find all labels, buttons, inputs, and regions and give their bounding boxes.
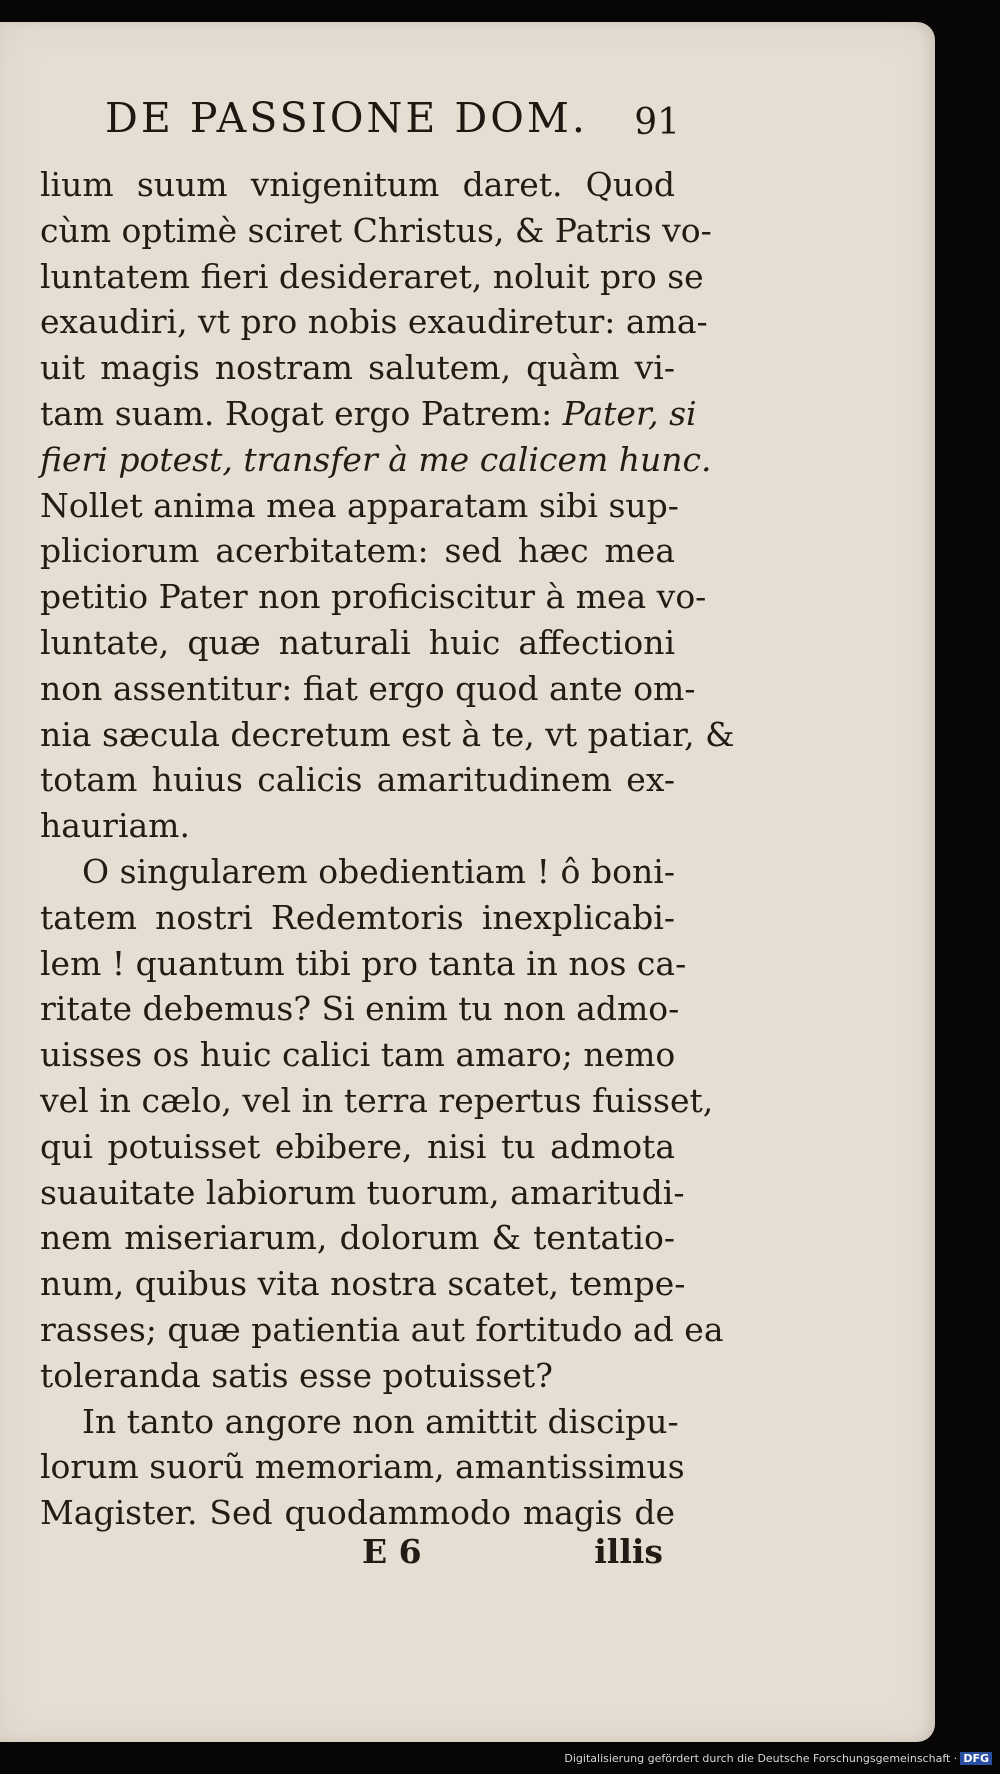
line-text: uit magis nostram salutem, quàm vi- xyxy=(40,348,675,388)
digitization-credit xyxy=(564,1752,992,1768)
line-text: Magister. Sed quodammodo magis de xyxy=(40,1493,675,1533)
text-line xyxy=(40,299,708,345)
line-text: uisses os huic calici tam amaro; nemo xyxy=(40,1035,676,1075)
text-line xyxy=(40,254,704,300)
line-text: In tanto angore non amittit discipu- xyxy=(82,1401,679,1441)
book-page xyxy=(0,22,935,1742)
text-line xyxy=(40,986,680,1032)
page-number: 91 xyxy=(634,102,680,143)
running-head xyxy=(105,94,680,154)
line-text: cùm optimè sciret Christus, & Patris vo- xyxy=(40,210,712,250)
text-line xyxy=(40,712,735,758)
catchline xyxy=(40,1532,675,1578)
text-line xyxy=(40,437,712,483)
body-text xyxy=(40,162,735,1536)
line-text: lium suum vnigenitum daret. Quod xyxy=(40,165,675,204)
text-line xyxy=(40,803,675,849)
line-text: lem ! quantum tibi pro tanta in nos ca- xyxy=(40,943,687,983)
signature-mark: E 6 xyxy=(362,1532,422,1571)
line-text: ritate debemus? Si enim tu non admo- xyxy=(40,989,680,1029)
line-text: qui potuisset ebibere, nisi tu admota xyxy=(40,1126,675,1166)
text-line xyxy=(40,1261,686,1307)
text-line xyxy=(40,849,675,895)
text-line xyxy=(40,574,707,620)
line-text: non assentitur: fiat ergo quod ante om- xyxy=(40,668,696,708)
text-line xyxy=(40,1399,679,1445)
text-line xyxy=(40,391,697,437)
text-line xyxy=(40,757,675,803)
line-text: toleranda satis esse potuisset? xyxy=(40,1355,553,1395)
text-line xyxy=(40,1215,675,1261)
line-text: totam huius calicis amaritudinem ex- xyxy=(40,760,675,800)
text-line xyxy=(40,1490,675,1536)
text-line xyxy=(40,345,675,391)
text-line xyxy=(40,666,696,712)
text-line xyxy=(40,483,679,529)
line-text: O singularem obedientiam ! ô boni- xyxy=(82,851,675,891)
line-text: tam suam. Rogat ergo Patrem: xyxy=(40,393,563,433)
line-text: rasses; quæ patientia aut fortitudo ad ea xyxy=(40,1309,724,1349)
credit-text: Digitalisierung gefördert durch die Deutsche Forschungsgemeinschaft · xyxy=(564,1752,958,1765)
line-text: nia sæcula decretum est à te, vt patiar, & xyxy=(40,714,735,754)
line-text: petitio Pater non proficiscitur à mea vo- xyxy=(40,577,707,617)
line-text: suauitate labiorum tuorum, amaritudi- xyxy=(40,1172,685,1212)
line-text: luntate, quæ naturali huic affectioni xyxy=(40,622,675,662)
line-text: vel in cælo, vel in terra repertus fuisset, xyxy=(40,1080,714,1120)
text-line xyxy=(40,1032,675,1078)
text-line xyxy=(40,162,675,208)
line-text: pliciorum acerbitatem: sed hæc mea xyxy=(40,531,675,571)
line-text: hauriam. xyxy=(40,806,190,846)
line-text: luntatem fieri desideraret, noluit pro se xyxy=(40,256,704,296)
line-text: tatem nostri Redemtoris inexplicabi- xyxy=(40,897,675,937)
dfg-logo: DFG xyxy=(960,1752,992,1765)
line-text: exaudiri, vt pro nobis exaudiretur: ama- xyxy=(40,302,708,342)
italic-quote: Pater, si xyxy=(562,393,697,433)
line-text: num, quibus vita nostra scatet, tempe- xyxy=(40,1264,686,1304)
text-line xyxy=(40,941,687,987)
text-line xyxy=(40,1444,685,1490)
text-line xyxy=(40,1170,685,1216)
text-line xyxy=(40,208,712,254)
line-text: lorum suorũ memoriam, amantissimus xyxy=(40,1447,685,1487)
text-line xyxy=(40,1307,724,1353)
line-text: nem miseriarum, dolorum & tentatio- xyxy=(40,1218,675,1258)
text-line xyxy=(40,620,675,666)
line-text: Nollet anima mea apparatam sibi sup- xyxy=(40,485,679,525)
text-line xyxy=(40,895,675,941)
text-line xyxy=(40,1078,714,1124)
running-title: DE PASSIONE DOM. xyxy=(105,94,588,142)
text-line xyxy=(40,1124,675,1170)
text-line xyxy=(40,528,675,574)
italic-quote: fieri potest, transfer à me calicem hunc. xyxy=(40,439,712,479)
text-line xyxy=(40,1353,675,1399)
catchword: illis xyxy=(594,1532,663,1571)
